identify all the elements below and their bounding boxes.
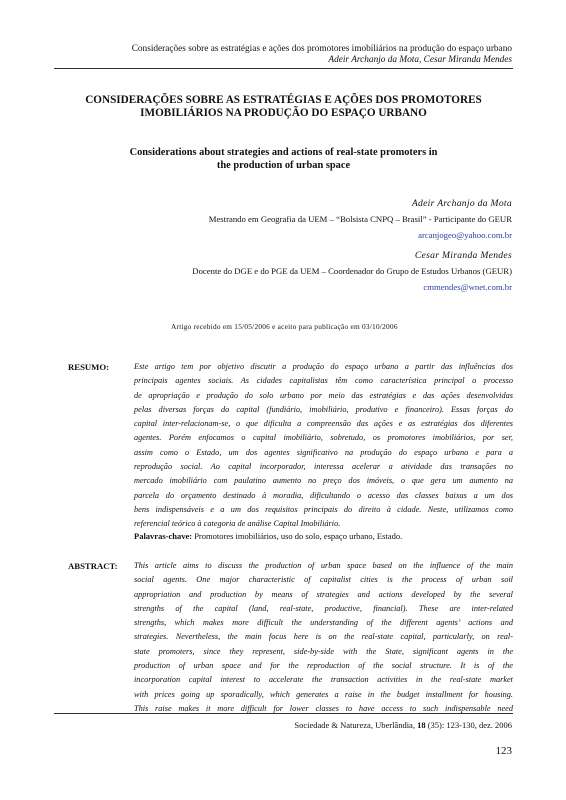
- text-line: de apropriação e produção do solo urbano por meio das estratégias e das ações desenvolvidas: [134, 390, 513, 400]
- text-line: strengths, which makes more difficult the understanding of the different agents’ actions and: [134, 618, 513, 628]
- resumo-text: [134, 360, 513, 532]
- running-title: Considerações sobre as estratégias e ações dos promotores imobiliários na produção do espaço urbano: [131, 44, 512, 54]
- text-line: appropriation and production by means of strategies and actions developed by the several: [134, 589, 513, 599]
- header-rule: [54, 68, 513, 69]
- page-number: 123: [495, 745, 512, 757]
- received-date: Artigo recebido em 15/05/2006 e aceito para publicação em 03/10/2006: [171, 322, 398, 331]
- text-line: strengths of the capital (land, real-state, productive, financial). These are inter-related: [134, 603, 513, 613]
- text-line: This article aims to discuss the production of urban space based on the influence of the main: [134, 561, 513, 570]
- text-line: referencial teórico à categoria de análise Capital Imobiliário.: [134, 519, 341, 529]
- keywords-label: Palavras-chave:: [134, 531, 193, 541]
- title-pt-line1: CONSIDERAÇÕES SOBRE AS ESTRATÉGIAS E AÇÕES DOS PROMOTORES: [85, 94, 482, 106]
- text-line: principais agentes sociais. As cidades capitalistas têm como característica principal o processo: [134, 376, 513, 386]
- text-line: reprodução social. Ao capital incorporador, interessa acelerar a atividade das transações no: [134, 462, 513, 472]
- author-email-link[interactable]: cmmendes@wnet.com.br: [423, 282, 512, 292]
- title-en-line2: the production of urban space: [216, 160, 351, 171]
- title-pt-line2: IMOBILIÁRIOS NA PRODUÇÃO DO ESPAÇO URBANO: [140, 107, 427, 119]
- text-line: social agents. One major characteristic of capitalist cities is the process of urban soil: [134, 575, 513, 585]
- text-line: Este artigo tem por objetivo discutir a produção do espaço urbano a partir das influências dos: [134, 362, 513, 371]
- author-email-link[interactable]: arcanjogeo@yahoo.com.br: [418, 230, 512, 240]
- text-line: parcela do orçamento destinado à moradia, dificultando o acesso das classes baixas a um dos: [134, 490, 513, 500]
- text-line: incorporation capital interest to accelerate the transaction activities in the real-state market: [134, 675, 513, 685]
- text-line: production of urban space and for the reproduction of the social structure. It is of the: [134, 661, 513, 671]
- author-affiliation: Mestrando em Geografia da UEM – “Bolsista CNPQ – Brasil” - Participante do GEUR: [208, 214, 512, 224]
- keywords: [134, 531, 402, 541]
- text-line: pelas diversas forças do capital (fundiário, imobiliário, produtivo e financeiro). Essas forças do: [134, 404, 513, 414]
- journal-volume: 18: [417, 720, 426, 730]
- text-line: agentes. Porém enfocamos o capital imobiliário, sobretudo, os promotores imobiliários, por ser,: [134, 433, 513, 443]
- title-en-line1: Considerations about strategies and actions of real-state promoters in: [129, 147, 438, 158]
- text-line: bens indispensáveis e a um dos requisitos principais do direito à cidade. Neste, utilizamos como: [134, 504, 513, 514]
- resumo-label: RESUMO:: [68, 362, 110, 372]
- journal-citation: [294, 720, 512, 730]
- text-line: state promoters, since they represent, side-by-side with the State, significant agents in the: [134, 646, 513, 656]
- author-name: Cesar Miranda Mendes: [414, 250, 512, 261]
- journal-issue: (35): 123-130, dez. 2006: [425, 720, 512, 730]
- abstract-label: ABSTRACT:: [68, 561, 118, 571]
- abstract-text: [134, 559, 513, 716]
- text-line: strategies. Nevertheless, the main focus here is on the real-state capital, particularly, on real-: [134, 632, 513, 642]
- text-line: assim como o Estado, um dos agentes significativo na produção do espaço urbano e para a: [134, 447, 513, 457]
- author-name: Adeir Archanjo da Mota: [411, 198, 512, 209]
- text-line: mercado imobiliário com paulatino aumento no preço dos imóveis, o que gera um aumento na: [134, 476, 513, 486]
- author-affiliation: Docente do DGE e do PGE da UEM – Coordenador do Grupo de Estudos Urbanos (GEUR): [192, 266, 512, 276]
- footer-rule: [54, 713, 513, 714]
- keywords-text: Promotores imobiliários, uso do solo, espaço urbano, Estado.: [192, 531, 403, 541]
- text-line: capital inter-relacionam-se, o que dificulta a compreensão das ações e as estratégias dos diferentes: [134, 419, 513, 429]
- text-line: This raise makes it more difficult for lower classes to have access to such indispensable need: [134, 703, 513, 713]
- running-authors: Adeir Archanjo da Mota, Cesar Miranda Mendes: [328, 55, 512, 65]
- journal-name: Sociedade & Natureza, Uberlândia,: [294, 720, 418, 730]
- text-line: with prices going up sporadically, which generates a raise in the budget installment for housing.: [134, 689, 513, 699]
